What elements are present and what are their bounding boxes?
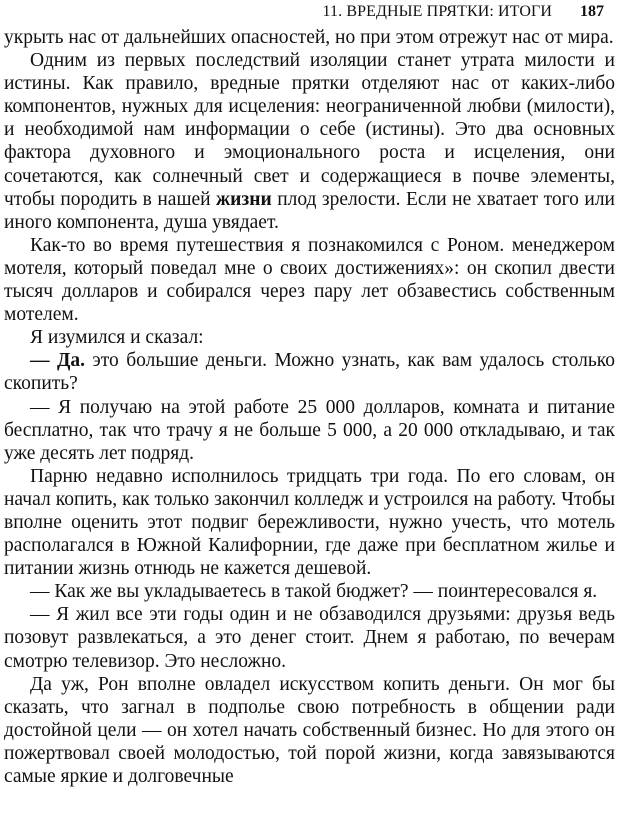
- paragraph: Как-то во время путешествия я познакомился с Роном. менеджером мотеля, который поведал мне о своих достижениях»: он скопил двести тысяч долларов и собирался через пару лет обзавестись собственным мотелем.: [4, 234, 615, 326]
- paragraph-text: это большие деньги. Можно узнать, как вам удалось столько скопить?: [4, 350, 616, 395]
- dialogue-line: [4, 349, 615, 395]
- dash: —: [30, 350, 57, 372]
- paragraph-text: плод зрелости. Если не хватает того или иного компонента, душа увядает.: [4, 188, 615, 233]
- paragraph: Да уж, Рон вполне овладел искусством копить деньги. Он мог бы сказать, что загнал в подполье свою потребность в общении ради достойной цели — он хотел начать собственный бизнес. Но для этого он пожертвовал своей молодостью, той порой жизни, когда завязываются самые яркие и долговечные: [4, 673, 615, 787]
- running-head: [0, 2, 604, 24]
- dialogue-line: — Как же вы укладываетесь в такой бюджет? — поинтересовался я.: [30, 581, 598, 603]
- chapter-title: 11. ВРЕДНЫЕ ПРЯТКИ: ИТОГИ: [322, 3, 552, 20]
- paragraph: [4, 49, 615, 234]
- page-number: 187: [580, 3, 604, 20]
- paragraph: укрыть нас от дальнейших опасностей, но при этом отрежут нас от мира.: [4, 27, 614, 48]
- paragraph-text: Одним из первых последствий изоляции станет утрата милости и истины. Как правило, вредные прятки отделяют нас от каких-либо компонентов, нужных для исцеления: неограниченной любви (милости), и необходимой нам информации о себе (истины). Это два основных фактора духовного и эмоционального роста и исцеления, они сочетаются, как солнечный свет и содержащиеся в почве элементы, чтобы породить в нашей: [4, 50, 615, 210]
- emphasis-text: жизни: [216, 188, 272, 210]
- dialogue-line: — Я жил все эти годы один и не обзаводился друзьями: друзья ведь позовут развлекаться, а это денег стоит. Днем я работаю, по вечерам смотрю телевизор. Это несложно.: [4, 604, 615, 672]
- emphasis-text: Да.: [56, 350, 85, 372]
- paragraph: Я изумился и сказал:: [30, 327, 204, 349]
- dialogue-line: — Я получаю на этой работе 25 000 долларов, комната и питание бесплатно, так что трачу я не больше 5 000, а 20 000 откладываю, и так уже десять лет подряд.: [4, 396, 615, 464]
- paragraph: Парню недавно исполнилось тридцать три года. По его словам, он начал копить, как только закончил колледж и устроился на работу. Чтобы вполне оценить этот подвиг бережливости, нужно учесть, что мотель располагался в Южной Калифорнии, где даже при бесплатном жилье и питании жизнь отнюдь не кажется дешевой.: [4, 465, 615, 580]
- body-text: [4, 26, 615, 788]
